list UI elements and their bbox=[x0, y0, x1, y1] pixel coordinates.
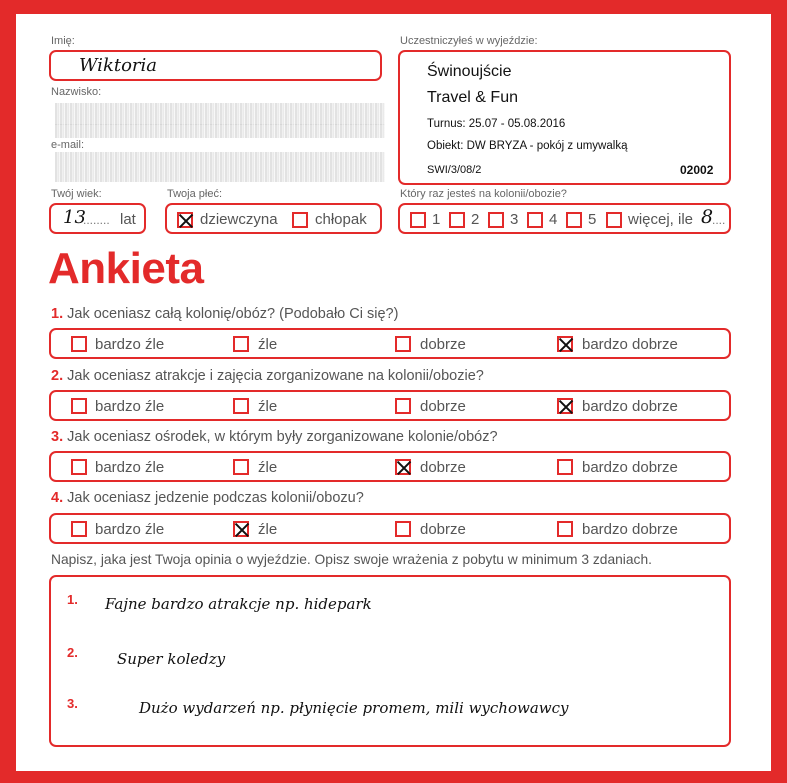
q3-bardzo-dobrze-checkbox[interactable] bbox=[557, 459, 573, 475]
q1-dobrze-label: dobrze bbox=[420, 336, 466, 353]
times-2-label: 2 bbox=[471, 211, 480, 228]
q1-zle-checkbox[interactable] bbox=[233, 336, 249, 352]
times-1-checkbox[interactable] bbox=[410, 212, 426, 228]
times-field bbox=[398, 203, 731, 234]
trip-number: 02002 bbox=[680, 163, 714, 177]
border-bottom bbox=[0, 771, 787, 783]
q1-bardzo-zle-checkbox[interactable] bbox=[71, 336, 87, 352]
q2-bardzo-zle-checkbox[interactable] bbox=[71, 398, 87, 414]
trip-turnus: Turnus: 25.07 - 05.08.2016 bbox=[427, 118, 566, 130]
age-dots: ........ bbox=[83, 213, 110, 227]
q1-bardzo-dobrze-label: bardzo dobrze bbox=[582, 336, 678, 353]
times-4-label: 4 bbox=[549, 211, 558, 228]
question-3-text: Jak oceniasz ośrodek, w którym były zorganizowane kolonie/obóz? bbox=[67, 429, 498, 445]
name-label: Imię: bbox=[51, 35, 75, 47]
question-1-answers bbox=[49, 328, 731, 359]
email-redacted bbox=[55, 152, 385, 182]
q4-bardzo-zle-label: bardzo źle bbox=[95, 521, 165, 538]
question-3-answers bbox=[49, 451, 731, 482]
trip-label: Uczestniczyłeś w wyjeździe: bbox=[400, 35, 538, 47]
question-4-text: Jak oceniasz jedzenie podczas kolonii/obozu? bbox=[67, 490, 364, 506]
times-3-label: 3 bbox=[510, 211, 519, 228]
q2-bardzo-dobrze-checkbox[interactable] bbox=[557, 398, 573, 414]
question-3 bbox=[51, 429, 498, 445]
gender-boy-checkbox[interactable] bbox=[292, 212, 308, 228]
border-top bbox=[0, 0, 787, 14]
gender-girl-checkbox[interactable] bbox=[177, 212, 193, 228]
q3-dobrze-checkbox[interactable] bbox=[395, 459, 411, 475]
gender-field bbox=[165, 203, 382, 234]
trip-info-box bbox=[398, 50, 731, 185]
surname-redacted-2 bbox=[55, 124, 385, 138]
question-2-text: Jak oceniasz atrakcje i zajęcia zorganizowane na kolonii/obozie? bbox=[67, 368, 484, 384]
q4-dobrze-checkbox[interactable] bbox=[395, 521, 411, 537]
q3-dobrze-label: dobrze bbox=[420, 459, 466, 476]
opinion-1-text: Fajne bardzo atrakcje np. hidepark bbox=[105, 595, 372, 613]
opinion-3-number: 3. bbox=[67, 696, 78, 711]
q2-bardzo-zle-label: bardzo źle bbox=[95, 398, 165, 415]
email-label: e-mail: bbox=[51, 139, 85, 151]
times-1-label: 1 bbox=[432, 211, 441, 228]
times-5-checkbox[interactable] bbox=[566, 212, 582, 228]
times-more-label: więcej, ile bbox=[628, 211, 694, 228]
question-1 bbox=[51, 306, 398, 322]
question-1-text: Jak oceniasz całą kolonię/obóz? (Podobało Ci się?) bbox=[67, 306, 399, 322]
opinion-2-number: 2. bbox=[67, 645, 78, 660]
times-more-dots: .... bbox=[712, 213, 726, 227]
gender-boy-label: chłopak bbox=[315, 211, 367, 228]
q4-bardzo-zle-checkbox[interactable] bbox=[71, 521, 87, 537]
age-unit: lat bbox=[120, 211, 136, 228]
times-5-label: 5 bbox=[588, 211, 597, 228]
q4-bardzo-dobrze-label: bardzo dobrze bbox=[582, 521, 678, 538]
name-field[interactable] bbox=[49, 50, 382, 81]
q4-dobrze-label: dobrze bbox=[420, 521, 466, 538]
q4-bardzo-dobrze-checkbox[interactable] bbox=[557, 521, 573, 537]
times-4-checkbox[interactable] bbox=[527, 212, 543, 228]
age-label: Twój wiek: bbox=[51, 188, 102, 200]
opinion-box[interactable] bbox=[49, 575, 731, 747]
page-title: Ankieta bbox=[48, 244, 204, 293]
opinion-2-text: Super koledzy bbox=[117, 650, 226, 668]
age-value: 13 bbox=[63, 207, 86, 228]
question-3-number: 3. bbox=[51, 429, 64, 445]
q3-bardzo-zle-checkbox[interactable] bbox=[71, 459, 87, 475]
q1-bardzo-zle-label: bardzo źle bbox=[95, 336, 165, 353]
q1-dobrze-checkbox[interactable] bbox=[395, 336, 411, 352]
question-4-answers bbox=[49, 513, 731, 544]
question-2-answers bbox=[49, 390, 731, 421]
times-more-checkbox[interactable] bbox=[606, 212, 622, 228]
border-left bbox=[0, 0, 16, 783]
q1-zle-label: źle bbox=[258, 336, 278, 353]
gender-label: Twoja płeć: bbox=[167, 188, 223, 200]
q3-bardzo-zle-label: bardzo źle bbox=[95, 459, 165, 476]
question-2 bbox=[51, 368, 484, 384]
q4-zle-label: źle bbox=[258, 521, 278, 538]
q2-zle-label: źle bbox=[258, 398, 278, 415]
q2-dobrze-label: dobrze bbox=[420, 398, 466, 415]
q1-bardzo-dobrze-checkbox[interactable] bbox=[557, 336, 573, 352]
opinion-prompt: Napisz, jaka jest Twoja opinia o wyjeździe. Opisz swoje wrażenia z pobytu w minimum 3 zdaniach. bbox=[51, 552, 652, 567]
q2-dobrze-checkbox[interactable] bbox=[395, 398, 411, 414]
surname-redacted bbox=[55, 103, 385, 125]
q3-bardzo-dobrze-label: bardzo dobrze bbox=[582, 459, 678, 476]
question-2-number: 2. bbox=[51, 368, 64, 384]
surname-label: Nazwisko: bbox=[51, 86, 102, 98]
q4-zle-checkbox[interactable] bbox=[233, 521, 249, 537]
q2-zle-checkbox[interactable] bbox=[233, 398, 249, 414]
opinion-1-number: 1. bbox=[67, 592, 78, 607]
border-right bbox=[771, 0, 787, 783]
q3-zle-checkbox[interactable] bbox=[233, 459, 249, 475]
question-1-number: 1. bbox=[51, 306, 64, 322]
gender-girl-label: dziewczyna bbox=[200, 211, 278, 228]
trip-city: Świnoujście bbox=[427, 63, 512, 80]
times-2-checkbox[interactable] bbox=[449, 212, 465, 228]
question-4 bbox=[51, 490, 364, 506]
age-field[interactable] bbox=[49, 203, 146, 234]
times-3-checkbox[interactable] bbox=[488, 212, 504, 228]
opinion-3-text: Dużo wydarzeń np. płynięcie promem, mili wychowawcy bbox=[139, 699, 569, 717]
trip-code: SWI/3/08/2 bbox=[427, 164, 482, 176]
q2-bardzo-dobrze-label: bardzo dobrze bbox=[582, 398, 678, 415]
trip-organizer: Travel & Fun bbox=[427, 89, 518, 106]
q3-zle-label: źle bbox=[258, 459, 278, 476]
question-4-number: 4. bbox=[51, 490, 64, 506]
times-label: Który raz jesteś na kolonii/obozie? bbox=[400, 188, 567, 200]
name-value: Wiktoria bbox=[79, 55, 158, 76]
times-more-value: 8 bbox=[701, 206, 714, 228]
trip-object: Obiekt: DW BRYZA - pokój z umywalką bbox=[427, 140, 628, 152]
